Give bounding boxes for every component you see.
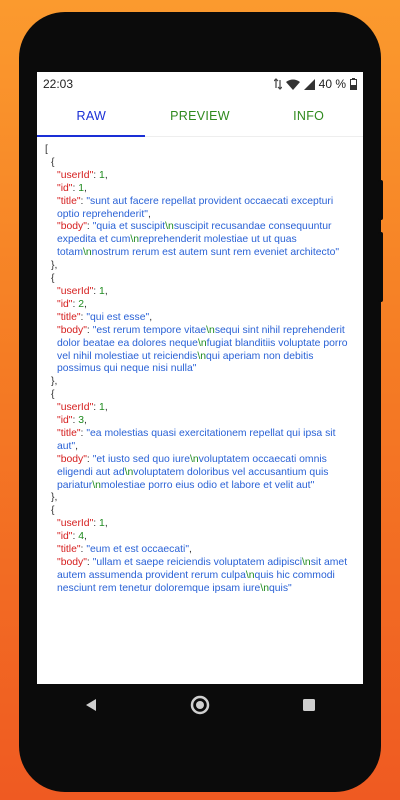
recents-button[interactable] [289,685,329,725]
json-key-title: "title" [57,311,81,323]
json-key-title: "title" [57,195,81,207]
json-string-value: "qui est esse" [86,311,150,323]
power-button [378,180,383,220]
json-key-userid: "userId" [57,402,94,414]
json-key-id: "id" [57,415,73,427]
tab-preview[interactable] [146,96,255,136]
json-key-title: "title" [57,427,81,439]
json-colon: : [72,531,79,543]
json-object-open: { [51,505,55,517]
json-number-value: 1 [99,518,105,530]
json-number-value: 1 [78,182,85,194]
json-comma: , [147,208,151,220]
json-line [45,415,357,428]
json-string-value: "et iusto sed quo iure\nvoluptatem occaecati omnis eligendi aut ad\nvoluptatem doloribus vel accusantium quis pariatur\nmolestiae porro eius odio et labore et velit aut" [57,453,332,491]
json-line [45,454,357,493]
json-object-open: { [51,156,55,168]
json-string-value: "est rerum tempore vitae\nsequi sint nihil reprehenderit dolor beatae ea dolores neque\nfugiat blanditiis voluptate porro vel nihil molestiae ut reiciendis\nqui aperiam non debitis possimus qui neque nisi nulla" [57,324,351,375]
json-comma: , [104,169,108,181]
json-comma: , [84,531,87,543]
json-key-body: "body" [57,324,87,336]
json-colon: : [80,311,87,323]
json-colon: : [72,182,79,194]
back-triangle-icon [84,698,98,712]
tab-bar [37,96,363,137]
json-comma: , [84,182,87,194]
json-line [45,325,357,377]
json-colon: : [86,221,93,233]
json-key-userid: "userId" [57,285,94,297]
json-string-value: "quia et suscipit\nsuscipit recusandae consequuntur expedita et cum\nreprehenderit molestiae ut ut quas totam\nnostrum rerum est autem sunt rem eveniet architecto" [57,221,340,259]
json-line [45,557,357,596]
json-line [45,428,357,454]
json-line [45,376,357,389]
json-comma: , [189,544,192,556]
json-number-value: 1 [99,169,105,181]
json-colon: : [80,195,87,207]
json-number-value: 2 [78,298,85,310]
json-comma: , [104,518,108,530]
json-line [45,492,357,505]
json-colon: : [86,324,93,336]
json-object-open: { [51,273,55,285]
json-colon: : [72,415,79,427]
json-line [45,286,357,299]
tab-raw-label: RAW [76,109,107,123]
json-colon: : [80,544,87,556]
json-comma: , [84,298,87,310]
json-line [45,157,357,170]
data-arrows-icon [274,78,282,90]
json-colon: : [86,453,93,465]
tab-info[interactable] [254,96,363,136]
json-key-title: "title" [57,544,81,556]
tab-preview-label: PREVIEW [170,109,230,123]
signal-icon [304,79,315,90]
active-tab-indicator [37,135,145,137]
json-key-id: "id" [57,531,73,543]
json-line [45,505,357,518]
json-string-value: "eum et est occaecati" [86,544,190,556]
json-key-body: "body" [57,557,87,568]
json-colon: : [93,169,100,181]
system-nav-bar [37,684,363,726]
json-colon: : [72,298,79,310]
json-string-value: "ullam et saepe reiciendis voluptatem adipisci\nsit amet autem assumenda provident rerum culpa\nquis hic commodi nesciunt rem tenetur doloremque ipsam iure\nquis" [57,557,350,594]
json-number-value: 3 [78,415,85,427]
status-time: 22:03 [43,77,74,91]
json-key-userid: "userId" [57,518,94,530]
json-open-bracket: [ [45,144,48,155]
json-comma: , [84,415,87,427]
json-line [45,312,357,325]
json-string-value: "ea molestias quasi exercitationem repellat qui ipsa sit aut" [57,427,339,452]
tab-info-label: INFO [293,109,325,123]
home-circle-icon [190,695,210,715]
json-key-userid: "userId" [57,169,94,181]
json-line [45,544,357,557]
wifi-icon [286,79,300,90]
json-line [45,260,357,273]
json-key-body: "body" [57,221,87,233]
json-raw-view [37,140,363,684]
json-line [45,531,357,544]
json-string-value: "sunt aut facere repellat provident occaecati excepturi optio reprehenderit" [57,195,337,220]
json-line [45,196,357,222]
json-object-close: }, [51,260,58,272]
battery-text: 40 % [318,77,346,91]
json-object-close: }, [51,492,58,504]
json-line [45,299,357,312]
battery-icon [350,78,357,90]
json-colon: : [86,557,93,568]
json-colon: : [93,402,100,414]
json-comma: , [75,440,79,452]
json-colon: : [80,427,87,439]
json-line [45,389,357,402]
json-comma: , [149,311,153,323]
json-line [45,170,357,183]
recents-square-icon [302,698,316,712]
status-bar [37,72,363,96]
json-number-value: 4 [78,531,85,543]
json-number-value: 1 [99,285,105,297]
json-object-open: { [51,389,55,401]
json-colon: : [93,285,100,297]
home-button[interactable] [180,685,220,725]
tab-raw[interactable] [37,96,146,136]
app-screen [37,72,363,684]
json-object-close: }, [51,376,58,388]
json-number-value: 1 [99,402,105,414]
json-line [45,221,357,260]
json-comma: , [104,402,108,414]
json-comma: , [104,285,108,297]
json-line [45,273,357,286]
json-line [45,402,357,415]
json-line [45,144,357,157]
volume-button [378,232,383,302]
json-key-id: "id" [57,182,73,194]
json-key-body: "body" [57,453,87,465]
json-line [45,183,357,196]
json-line [45,518,357,531]
json-colon: : [93,518,100,530]
back-button[interactable] [71,685,111,725]
json-key-id: "id" [57,298,73,310]
